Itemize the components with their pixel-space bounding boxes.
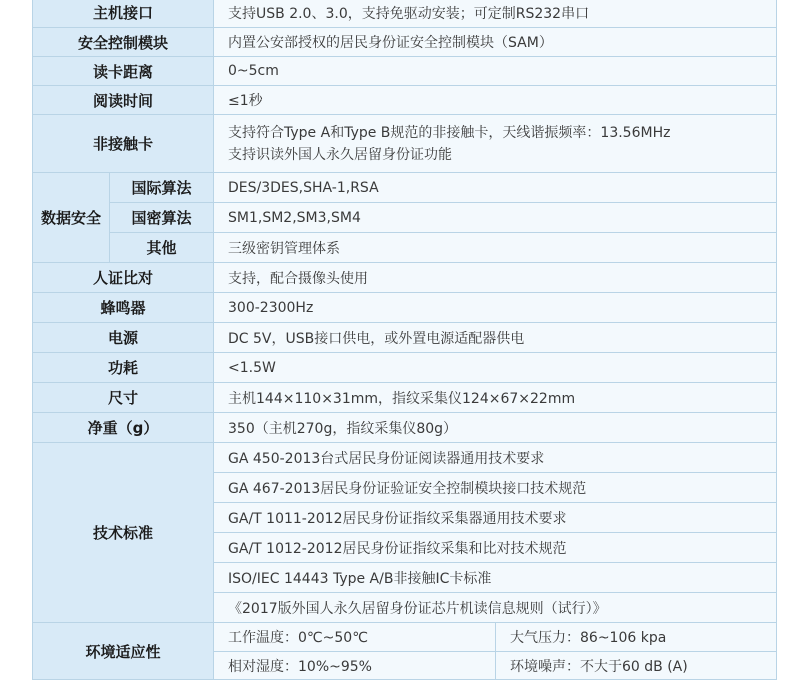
label-read-time: 阅读时间 <box>33 86 214 115</box>
label-environment: 环境适应性 <box>33 623 214 680</box>
value-weight: 350（主机270g，指纹采集仪80g） <box>214 413 777 443</box>
value-buzzer: 300-2300Hz <box>214 293 777 323</box>
value-power: DC 5V，USB接口供电，或外置电源适配器供电 <box>214 323 777 353</box>
label-consumption: 功耗 <box>33 353 214 383</box>
label-face-compare: 人证比对 <box>33 263 214 293</box>
row-read-distance <box>33 57 777 86</box>
row-host-interface <box>33 0 777 28</box>
value-contactless <box>214 115 777 173</box>
row-read-time <box>33 86 777 115</box>
standard-item: GA 450-2013台式居民身份证阅读器通用技术要求 <box>214 443 777 473</box>
row-standard-1 <box>33 443 777 473</box>
row-buzzer <box>33 293 777 323</box>
row-power <box>33 323 777 353</box>
label-intl-algorithm: 国际算法 <box>110 173 214 203</box>
row-data-security-national <box>33 203 777 233</box>
standard-item: GA/T 1012-2012居民身份证指纹采集和比对技术规范 <box>214 533 777 563</box>
row-data-security-intl <box>33 173 777 203</box>
value-noise: 环境噪声：不大于60 dB (A) <box>496 652 777 680</box>
label-other: 其他 <box>110 233 214 263</box>
label-size: 尺寸 <box>33 383 214 413</box>
value-read-distance: 0~5cm <box>214 57 777 86</box>
row-security-module <box>33 28 777 57</box>
label-host-interface: 主机接口 <box>33 0 214 28</box>
value-national-algorithm: SM1,SM2,SM3,SM4 <box>214 203 777 233</box>
row-face-compare <box>33 263 777 293</box>
contactless-line-1: 支持符合Type A和Type B规范的非接触卡，天线谐振频率：13.56MHz <box>228 124 671 141</box>
value-intl-algorithm: DES/3DES,SHA-1,RSA <box>214 173 777 203</box>
label-security-module: 安全控制模块 <box>33 28 214 57</box>
label-weight: 净重（g） <box>33 413 214 443</box>
label-standards: 技术标准 <box>33 443 214 623</box>
label-buzzer: 蜂鸣器 <box>33 293 214 323</box>
label-contactless: 非接触卡 <box>33 115 214 173</box>
value-consumption: <1.5W <box>214 353 777 383</box>
value-face-compare: 支持，配合摄像头使用 <box>214 263 777 293</box>
row-environment-1 <box>33 623 777 652</box>
label-data-security: 数据安全 <box>33 173 110 263</box>
standard-item: GA/T 1011-2012居民身份证指纹采集器通用技术要求 <box>214 503 777 533</box>
label-national-algorithm: 国密算法 <box>110 203 214 233</box>
label-power: 电源 <box>33 323 214 353</box>
contactless-line-2: 支持识读外国人永久居留身份证功能 <box>228 146 453 163</box>
row-consumption <box>33 353 777 383</box>
value-pressure: 大气压力：86~106 kpa <box>496 623 777 652</box>
value-other: 三级密钥管理体系 <box>214 233 777 263</box>
row-weight <box>33 413 777 443</box>
standard-item: GA 467-2013居民身份证验证安全控制模块接口技术规范 <box>214 473 777 503</box>
value-size: 主机144×110×31mm，指纹采集仪124×67×22mm <box>214 383 777 413</box>
value-temperature: 工作温度：0℃~50℃ <box>214 623 496 652</box>
value-host-interface: 支持USB 2.0、3.0，支持免驱动安装；可定制RS232串口 <box>214 0 777 28</box>
row-contactless <box>33 115 777 173</box>
label-read-distance: 读卡距离 <box>33 57 214 86</box>
row-size <box>33 383 777 413</box>
value-security-module: 内置公安部授权的居民身份证安全控制模块（SAM） <box>214 28 777 57</box>
value-humidity: 相对湿度：10%~95% <box>214 652 496 680</box>
standard-item: 《2017版外国人永久居留身份证芯片机读信息规则（试行）》 <box>214 593 777 623</box>
spec-table <box>32 0 777 680</box>
standard-item: ISO/IEC 14443 Type A/B非接触IC卡标准 <box>214 563 777 593</box>
value-read-time: ≤1秒 <box>214 86 777 115</box>
row-data-security-other <box>33 233 777 263</box>
